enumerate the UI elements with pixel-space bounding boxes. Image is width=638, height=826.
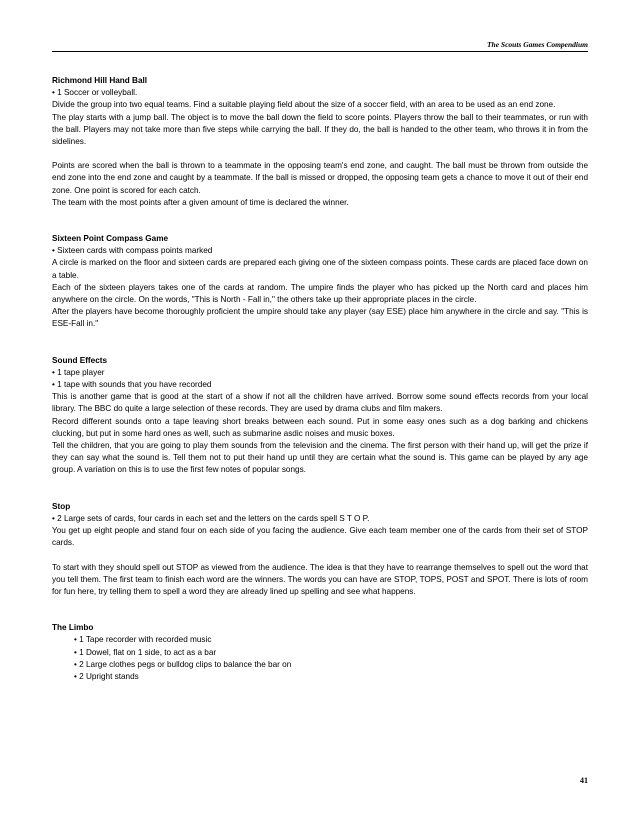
bullet-item: • 1 tape with sounds that you have recorded bbox=[52, 380, 212, 390]
page-number: 41 bbox=[580, 776, 588, 785]
section-title: Sound Effects bbox=[52, 355, 108, 365]
section-title: Sixteen Point Compass Game bbox=[52, 234, 169, 244]
paragraph: Tell the children, that you are going to play them sounds from the television and the cinema. The first person with their hand up, will get the prize if they can say what the sound is. Tell them not to put their hand up until they are certain what the sound is. This game can be played by any age group. A variation on this is to use the first few notes of popular songs. bbox=[52, 441, 588, 475]
paragraph: The team with the most points after a given amount of time is declared the winner. bbox=[52, 197, 349, 207]
bullet-item: • Sixteen cards with compass points marked bbox=[52, 246, 213, 256]
bullet-item: • 1 Dowel, flat on 1 side, to act as a bar bbox=[74, 647, 217, 657]
bullet-item: • 2 Large clothes pegs or bulldog clips to balance the bar on bbox=[74, 659, 292, 669]
paragraph: A circle is marked on the floor and sixteen cards are prepared each giving one of the sixteen compass points. These cards are placed face down on a table. bbox=[52, 258, 588, 280]
section-gap bbox=[52, 477, 588, 501]
section bbox=[52, 355, 588, 477]
paragraph-gap bbox=[52, 550, 588, 562]
paragraph: After the players have become thoroughly proficient the umpire should take any player (say ESE) place him anywhere in the circle and say. "This is ESE-Fall in." bbox=[52, 307, 588, 329]
section-title: The Limbo bbox=[52, 623, 94, 633]
paragraph: Divide the group into two equal teams. Find a suitable playing field about the size of a soccer field, with an area to be used as an end zone. bbox=[52, 100, 556, 110]
paragraph: To start with they should spell out STOP as viewed from the audience. The idea is that they have to rearrange themselves to spell out the word that you tell them. The first team to finish each word are the winners. The words you can have are STOP, TOPS, POST and SPOT. There is lots of room for fun here, try telling them to spell a word they are already lined up spelling and see what happens. bbox=[52, 562, 588, 596]
running-header: The Scouts Games Compendium bbox=[52, 40, 588, 52]
section-gap bbox=[52, 209, 588, 233]
paragraph: The play starts with a jump ball. The object is to move the ball down the field to score points. Players throw the ball to their teammates, or run with the ball. Players may not take more than five steps while carrying the ball. If they do, the ball is handed to the other team, who throws it in from the sidelines. bbox=[52, 112, 588, 147]
section-title: Stop bbox=[52, 501, 71, 511]
page-content bbox=[52, 75, 588, 683]
section-title: Richmond Hill Hand Ball bbox=[52, 76, 148, 85]
section-gap bbox=[52, 598, 588, 622]
section bbox=[52, 75, 588, 209]
section bbox=[52, 622, 588, 683]
bullet-item: • 1 tape player bbox=[52, 367, 105, 377]
section-gap bbox=[52, 331, 588, 355]
paragraph: You get up eight people and stand four on each side of you facing the audience. Give each team member one of the cards from their set of STOP cards. bbox=[52, 526, 588, 548]
paragraph: This is another game that is good at the start of a show if not all the children have arrived. Borrow some sound effects records from your local library. The BBC do quite a large selection of these records. They are used by drama clubs and film makers. bbox=[52, 392, 588, 414]
bullet-item: • 2 Upright stands bbox=[74, 671, 139, 681]
bullet-item: • 1 Soccer or volleyball. bbox=[52, 88, 138, 98]
paragraph: Record different sounds onto a tape leaving short breaks between each sound. Put in some easy ones such as a dog barking and chickens clucking, but put in some hard ones as well, such as submarine asdic noises and music boxes. bbox=[52, 416, 588, 438]
paragraph: Points are scored when the ball is thrown to a teammate in the opposing team's end zone, and caught. The ball must be thrown from outside the end zone into the end zone and caught by a teammate. If the ball is missed or dropped, the opposing team gets a chance to move it out of their end zone. One point is scored for each catch. bbox=[52, 161, 588, 195]
bullet-item: • 1 Tape recorder with recorded music bbox=[74, 635, 212, 645]
paragraph: Each of the sixteen players takes one of the cards at random. The umpire finds the player who has picked up the North card and places him anywhere on the circle. On the words, "This is North - Fall in," the others take up their appropriate places in the circle. bbox=[52, 282, 588, 305]
section bbox=[52, 233, 588, 331]
bullet-item: • 2 Large sets of cards, four cards in each set and the letters on the cards spell S T O P. bbox=[52, 513, 370, 523]
paragraph-gap bbox=[52, 148, 588, 160]
section bbox=[52, 501, 588, 598]
